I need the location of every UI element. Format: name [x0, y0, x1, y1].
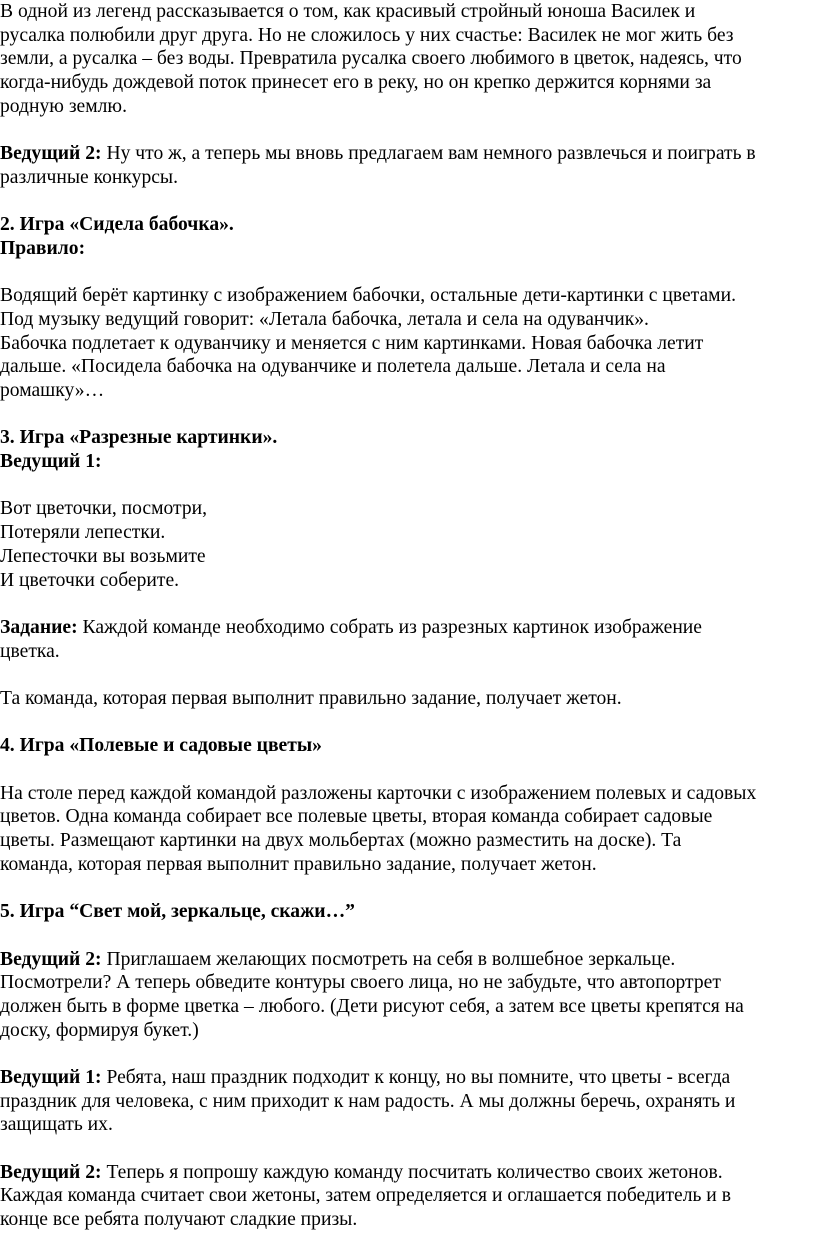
text-line: различные конкурсы. — [0, 166, 178, 188]
text-line: когда-нибудь дождевой поток принесет его в реку, но он крепко держится корнями за — [0, 72, 712, 94]
spacer — [0, 261, 816, 285]
text-line: цветка. — [0, 640, 60, 662]
game5-title — [0, 900, 816, 924]
speaker-line — [0, 450, 816, 474]
text-line: На столе перед каждой командой разложены карточки с изображением полевых и садовых — [0, 782, 757, 804]
text-line: праздник для человека, с ним приходит к нам радость. А мы должны беречь, охранять и — [0, 1090, 736, 1112]
game4-section — [0, 734, 816, 876]
host2-final-paragraph — [0, 1161, 816, 1232]
heading-text: 5. Игра “Свет мой, зеркальце, скажи…” — [0, 901, 355, 923]
text-span: Приглашаем желающих посмотреть на себя в волшебное зеркальце. — [101, 948, 676, 970]
spacer — [0, 1137, 816, 1161]
text-line: команда, которая первая выполнит правильно задание, получает жетон. — [0, 853, 597, 875]
game2-title — [0, 213, 816, 237]
speaker-label: Ведущий 1: — [0, 451, 102, 473]
text-line: В одной из легенд рассказывается о том, как красивый стройный юноша Василек и — [0, 1, 696, 22]
text-line — [0, 948, 816, 972]
legend-paragraph — [0, 0, 816, 118]
rule-label — [0, 237, 816, 261]
text-line: Каждая команда считает свои жетоны, затем определяется и оглашается победитель и в — [0, 1185, 731, 1207]
spacer — [0, 1042, 816, 1066]
text-line: Посмотрели? А теперь обведите контуры своего лица, но не забудьте, что автопортрет — [0, 972, 721, 994]
heading-text: Правило: — [0, 237, 86, 259]
text-line: земли, а русалка – без воды. Превратила русалка своего любимого в цветок, надеясь, что — [0, 48, 742, 70]
spacer — [0, 924, 816, 948]
poem-line: И цветочки соберите. — [0, 569, 180, 591]
spacer — [0, 663, 816, 687]
game3-section — [0, 426, 816, 710]
text-line: цветы. Размещают картинки на двух мольбертах (можно разместить на доске). Та — [0, 830, 682, 852]
spacer — [0, 711, 816, 735]
game2-section — [0, 213, 816, 403]
spacer — [0, 474, 816, 498]
text-line: Та команда, которая первая выполнит правильно задание, получает жетон. — [0, 687, 622, 709]
text-line — [0, 616, 816, 640]
text-line: доску, формируя букет.) — [0, 1019, 199, 1041]
text-line: конце все ребята получают сладкие призы. — [0, 1209, 358, 1231]
speaker-label: Ведущий 2: — [0, 948, 102, 970]
task-label: Задание: — [0, 616, 78, 638]
game5-section — [0, 900, 816, 1042]
text-line: Водящий берёт картинку с изображением бабочки, остальные дети-картинки с цветами. — [0, 285, 736, 307]
text-line: цветов. Одна команда собирает все полевые цветы, вторая команда собирает садовые — [0, 806, 713, 828]
host1-final-paragraph — [0, 1066, 816, 1137]
poem-line: Вот цветочки, посмотри, — [0, 498, 208, 520]
text-line: ромашку»… — [0, 380, 105, 401]
spacer — [0, 876, 816, 900]
text-line: Под музыку ведущий говорит: «Летала бабочка, летала и села на одуванчик». — [0, 308, 649, 330]
spacer — [0, 758, 816, 782]
heading-text: 2. Игра «Сидела бабочка». — [0, 214, 234, 236]
text-span: Ребята, наш праздник подходит к концу, но вы помните, что цветы - всегда — [101, 1066, 731, 1088]
text-line — [0, 1066, 816, 1090]
text-span: Ну что ж, а теперь мы вновь предлагаем вам немного развлечься и поиграть в — [101, 143, 756, 165]
spacer — [0, 403, 816, 427]
text-line — [0, 142, 816, 166]
text-line: защищать их. — [0, 1114, 113, 1136]
text-line — [0, 1161, 816, 1185]
text-line: Бабочка подлетает к одуванчику и меняется с ним картинками. Новая бабочка летит — [0, 332, 704, 354]
game3-title — [0, 426, 816, 450]
game4-title — [0, 734, 816, 758]
speaker-label: Ведущий 1: — [0, 1066, 102, 1088]
text-line: дальше. «Посидела бабочка на одуванчике и полетела дальше. Летала и села на — [0, 356, 666, 378]
host2-intro-paragraph — [0, 142, 816, 189]
spacer — [0, 118, 816, 142]
heading-text: 3. Игра «Разрезные картинки». — [0, 427, 278, 449]
text-span: Теперь я попрошу каждую команду посчитать количество своих жетонов. — [101, 1161, 723, 1183]
speaker-label: Ведущий 2: — [0, 1161, 102, 1183]
text-span: Каждой команде необходимо собрать из разрезных картинок изображение — [77, 616, 702, 638]
speaker-label: Ведущий 2: — [0, 143, 102, 165]
poem-line: Потеряли лепестки. — [0, 522, 166, 544]
text-line: должен быть в форме цветка – любого. (Дети рисуют себя, а затем все цветы крепятся на — [0, 995, 744, 1017]
spacer — [0, 592, 816, 616]
text-line: родную землю. — [0, 95, 127, 117]
text-line: русалка полюбили друг друга. Но не сложилось у них счастье: Василек не мог жить без — [0, 24, 734, 46]
heading-text: 4. Игра «Полевые и садовые цветы» — [0, 735, 322, 757]
poem-line: Лепесточки вы возьмите — [0, 545, 206, 567]
spacer — [0, 190, 816, 214]
